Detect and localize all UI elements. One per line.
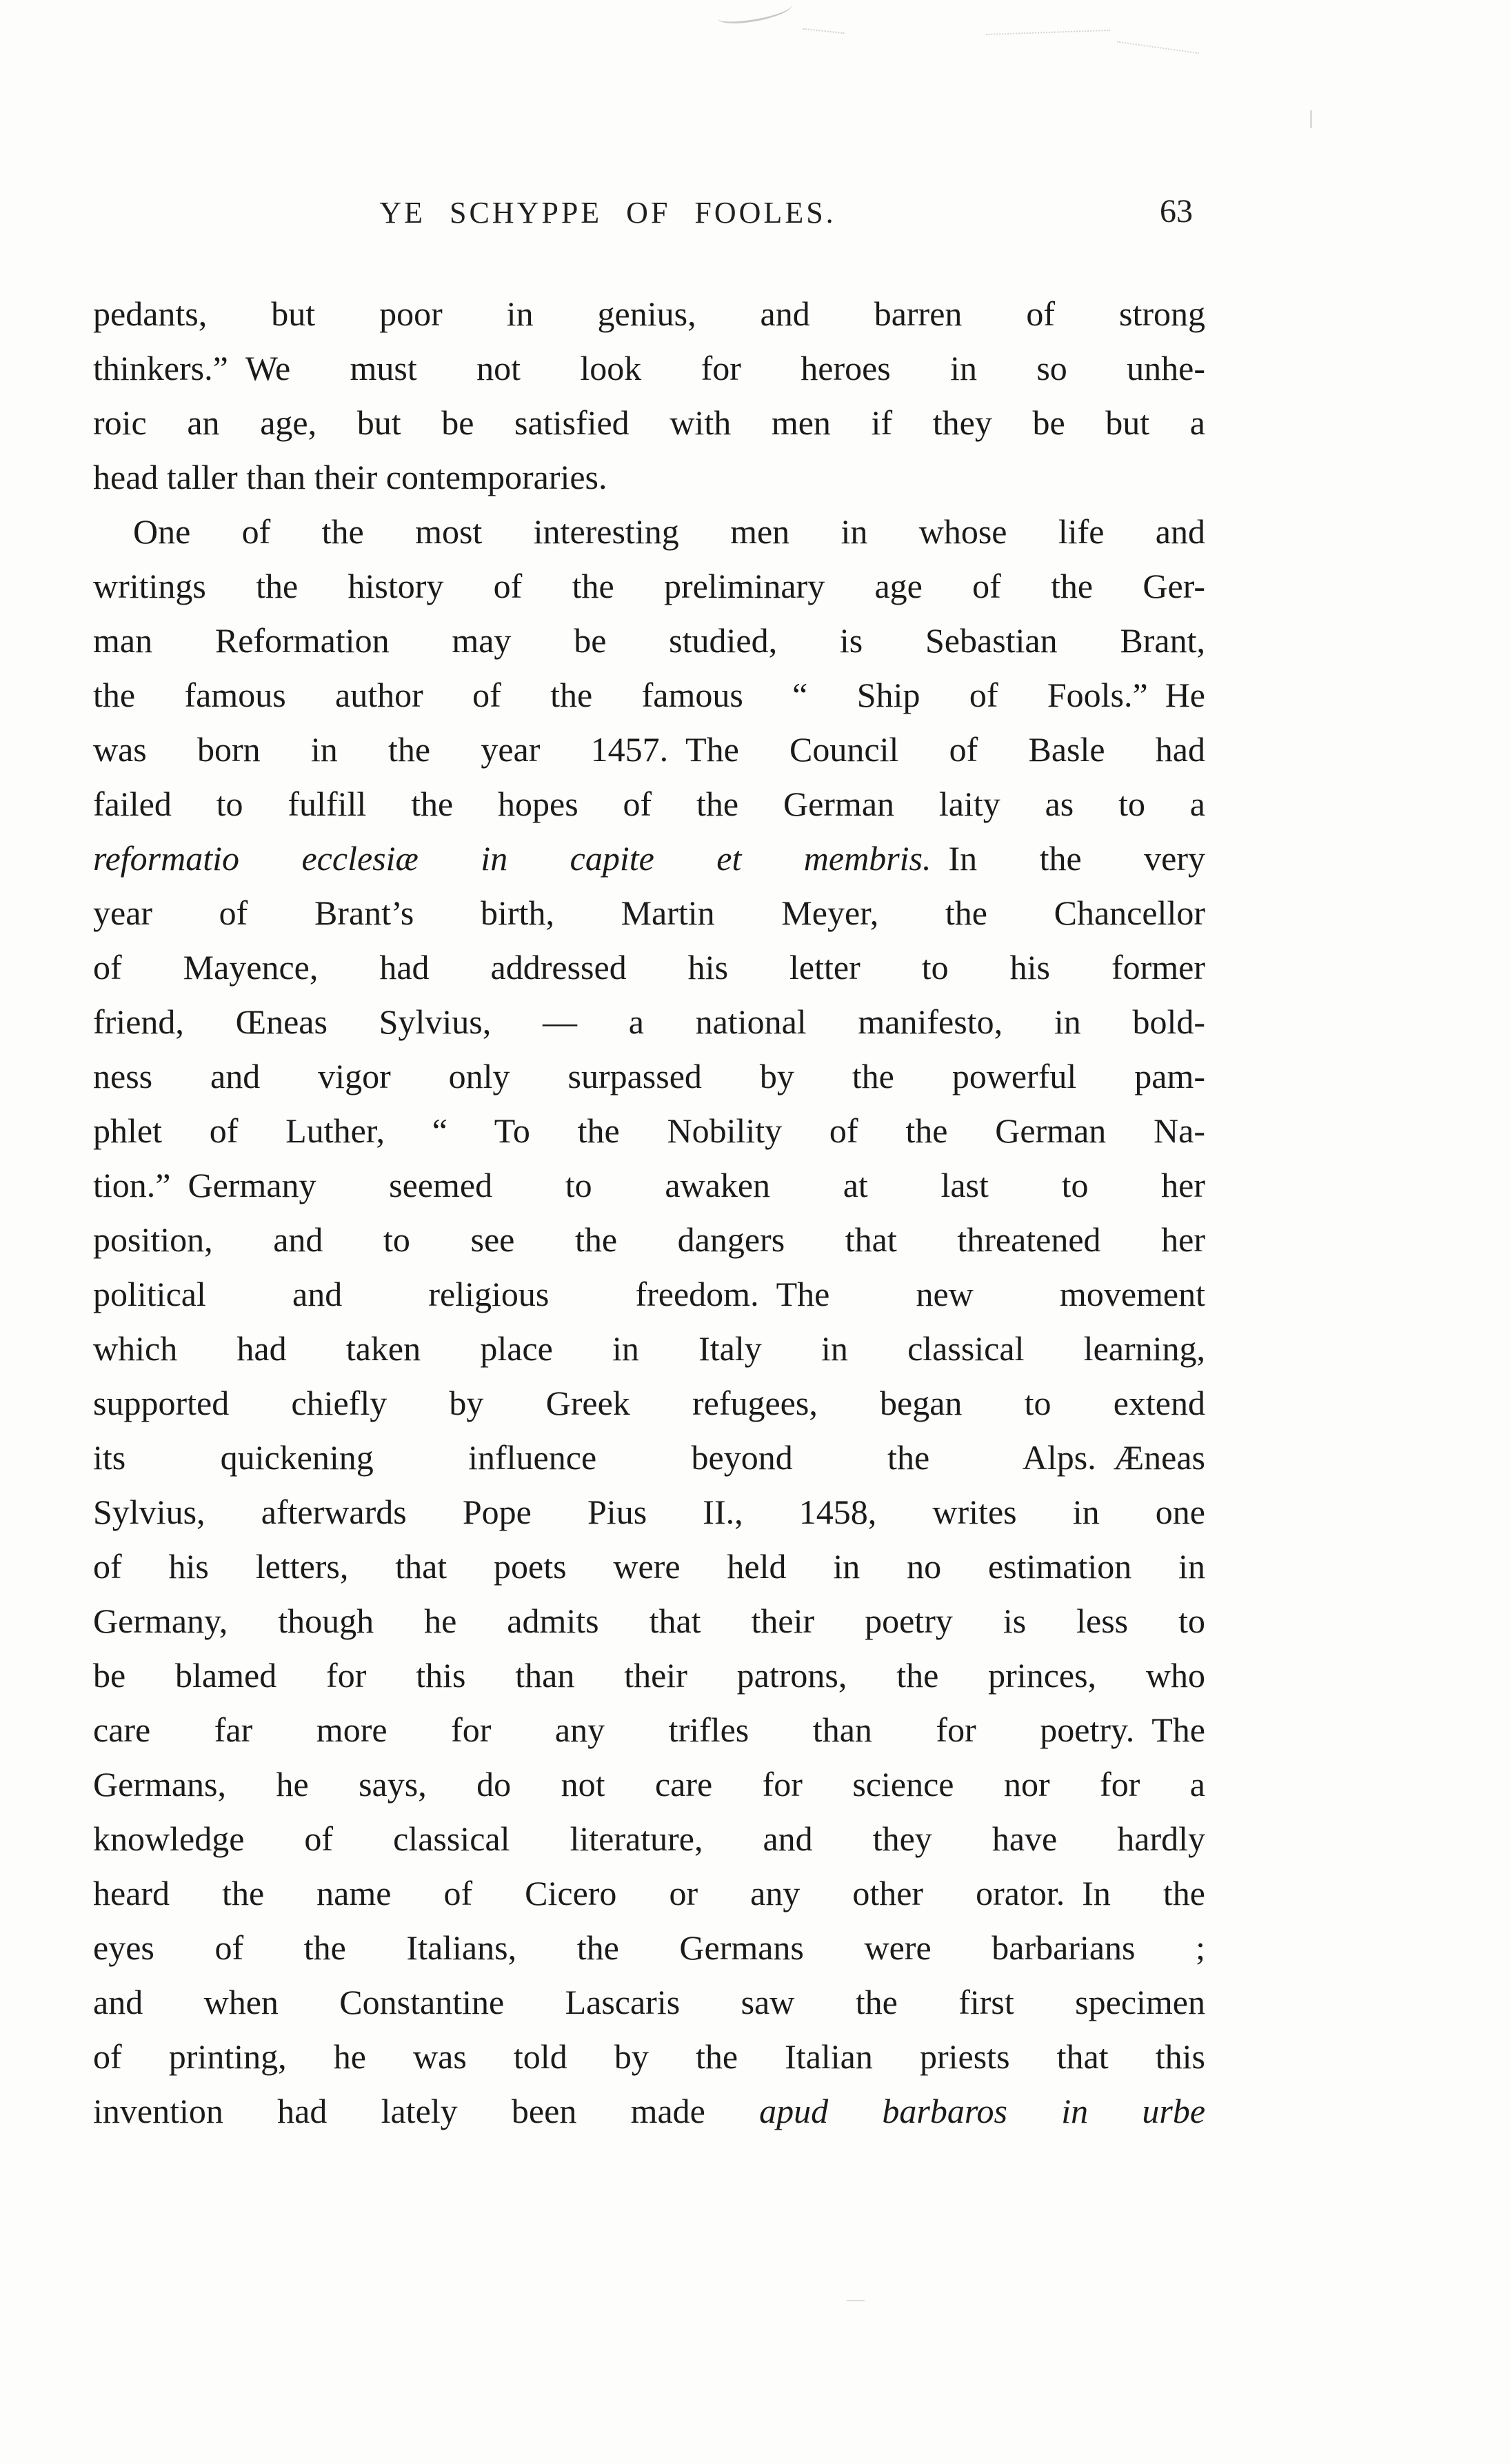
text-line (93, 1648, 1205, 1703)
text-line (93, 2084, 1205, 2139)
body-text: friend, Œneas Sylvius, — a national manifesto, in bold- (93, 1002, 1205, 1041)
text-line (93, 559, 1205, 614)
text-line (93, 723, 1205, 777)
body-text: heard the name of Cicero or any other orator. In the (93, 1874, 1205, 1912)
body-text: care far more for any trifles than for poetry. The (93, 1710, 1205, 1749)
text-line (93, 614, 1205, 668)
text-line (93, 1485, 1205, 1539)
text-line (93, 1594, 1205, 1648)
page-number: 63 (1160, 193, 1193, 230)
scan-smudge-icon (716, 0, 794, 27)
text-line (93, 1703, 1205, 1757)
text-line (93, 1539, 1205, 1594)
text-line (93, 1757, 1205, 1812)
text-line (93, 1975, 1205, 2030)
text-line (93, 995, 1205, 1049)
body-text: and when Constantine Lascaris saw the first specimen (93, 1983, 1205, 2021)
body-text: phlet of Luther, “ To the Nobility of the German Na- (93, 1111, 1205, 1150)
body-text: tion.” Germany seemed to awaken at last to her (93, 1166, 1205, 1204)
text-block (93, 287, 1205, 2139)
body-text: which had taken place in Italy in classical learning, (93, 1329, 1205, 1368)
text-line (93, 1104, 1205, 1158)
body-text: be blamed for this than their patrons, the princes, who (93, 1656, 1205, 1695)
body-text: Germans, he says, do not care for science nor for a (93, 1765, 1205, 1804)
body-text: pedants, but poor in genius, and barren of strong (93, 294, 1205, 333)
body-text: Sylvius, afterwards Pope Pius II., 1458, writes in one (93, 1493, 1205, 1531)
body-text: In the very (931, 839, 1205, 878)
body-text: of his letters, that poets were held in no estimation in (93, 1547, 1205, 1586)
text-line (93, 777, 1205, 831)
body-text: political and religious freedom. The new movement (93, 1275, 1205, 1313)
scan-smudge-icon (1310, 110, 1314, 128)
scan-smudge-icon (1117, 36, 1200, 54)
body-text: Germany, though he admits that their poetry is less to (93, 1602, 1205, 1640)
text-line (93, 1322, 1205, 1376)
body-text: supported chiefly by Greek refugees, began to extend (93, 1384, 1205, 1422)
text-line (93, 831, 1205, 886)
body-text: knowledge of classical literature, and they have hardly (93, 1819, 1205, 1858)
scan-smudge-icon (803, 21, 845, 34)
running-title: YE SCHYPPE OF FOOLES. (379, 196, 836, 230)
text-line (93, 450, 1205, 505)
body-text: invention had lately been made (93, 2092, 760, 2130)
body-text: writings the history of the preliminary age of the Ger- (93, 567, 1205, 605)
text-line (93, 1376, 1205, 1431)
text-line (93, 396, 1205, 450)
text-line (93, 1213, 1205, 1267)
body-text: eyes of the Italians, the Germans were barbarians ; (93, 1928, 1205, 1967)
body-text: ness and vigor only surpassed by the powerful pam- (93, 1057, 1205, 1095)
body-text: its quickening influence beyond the Alps. Æneas (93, 1438, 1205, 1477)
body-text: head taller than their contemporaries. (93, 458, 607, 496)
text-line (93, 341, 1205, 396)
text-line (93, 1267, 1205, 1322)
scan-smudge-icon (986, 24, 1110, 35)
text-line (93, 1866, 1205, 1921)
text-line (93, 668, 1205, 723)
text-line (93, 1921, 1205, 1975)
body-text: the famous author of the famous “ Ship of Fools.” He (93, 676, 1205, 714)
body-text: man Reformation may be studied, is Sebastian Brant, (93, 621, 1205, 660)
scan-smudge-icon (847, 2297, 865, 2301)
italic-text: apud barbaros in urbe (759, 2092, 1206, 2130)
running-header (93, 195, 1205, 236)
text-line (93, 940, 1205, 995)
text-line (93, 1431, 1205, 1485)
text-line (93, 505, 1205, 559)
body-text: thinkers.” We must not look for heroes in so unhe- (93, 349, 1205, 387)
body-text: was born in the year 1457. The Council of Basle had (93, 730, 1205, 769)
italic-text: reformatio ecclesiæ in capite et membris. (93, 839, 932, 878)
text-line (93, 2030, 1205, 2084)
text-line (93, 287, 1205, 341)
body-text: position, and to see the dangers that threatened her (93, 1220, 1205, 1259)
text-line (93, 1812, 1205, 1866)
body-text: of printing, he was told by the Italian priests that this (93, 2037, 1205, 2076)
text-line (93, 886, 1205, 940)
body-text: of Mayence, had addressed his letter to his former (93, 948, 1205, 987)
body-text: roic an age, but be satisfied with men if they be but a (93, 403, 1205, 442)
text-line (93, 1158, 1205, 1213)
text-line (93, 1049, 1205, 1104)
body-text: failed to fulfill the hopes of the German laity as to a (93, 785, 1205, 823)
body-text: year of Brant’s birth, Martin Meyer, the Chancellor (93, 893, 1205, 932)
body-text: One of the most interesting men in whose life and (133, 512, 1205, 551)
